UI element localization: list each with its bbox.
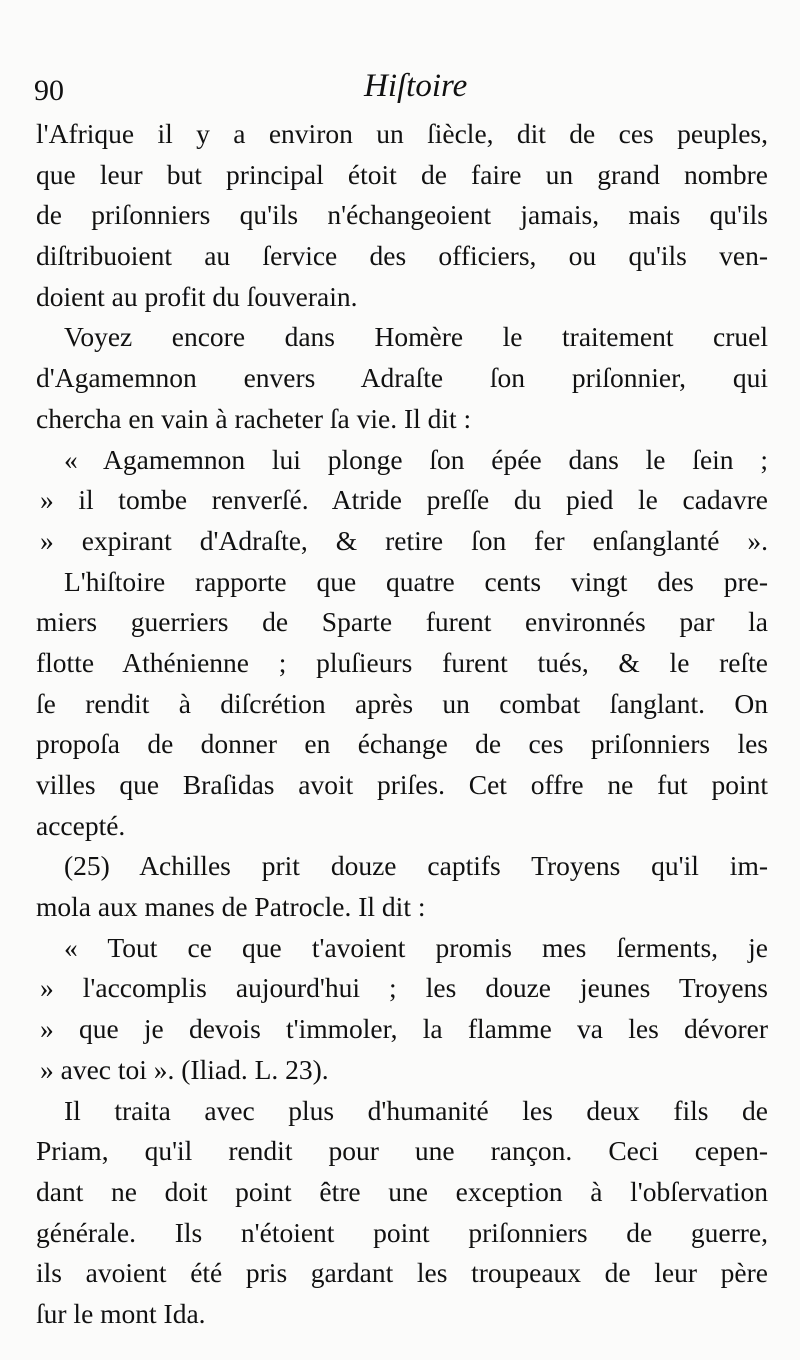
- text-line: propoſa de donner en échange de ces priſonniers les: [36, 728, 768, 760]
- text-line: Il traita avec plus d'humanité les deux fils de: [64, 1094, 768, 1126]
- text-line: Priam, qu'il rendit pour une rançon. Ceci cepen-: [36, 1135, 768, 1167]
- text-line: dant ne doit point être une exception à l'obſervation: [36, 1175, 768, 1207]
- body-text: [36, 114, 768, 1335]
- note-line: mola aux manes de Patrocle. Il dit :: [36, 891, 426, 923]
- note-line: (25) Achilles prit douze captifs Troyens qu'il im-: [64, 850, 768, 882]
- quote-line: » avec toi ». (Iliad. L. 23).: [40, 1053, 329, 1085]
- page-number: 90: [34, 74, 64, 107]
- quote-line: » il tombe renverſé. Atride preſſe du pied le cadavre: [40, 484, 768, 516]
- text-line: générale. Ils n'étoient point priſonniers de guerre,: [36, 1216, 768, 1248]
- text-line: l'Afrique il y a environ un ſiècle, dit de ces peuples,: [36, 118, 768, 149]
- running-head: Hiſtoire: [364, 68, 468, 104]
- text-line: doient au profit du ſouverain.: [36, 280, 358, 312]
- text-line: L'hiſtoire rapporte que quatre cents vingt des pre-: [64, 565, 768, 597]
- text-line: chercha en vain à racheter ſa vie. Il dit :: [36, 402, 472, 434]
- text-line: accepté.: [36, 809, 126, 841]
- quote-line: » l'accomplis aujourd'hui ; les douze jeunes Troyens: [40, 972, 768, 1004]
- text-line: Voyez encore dans Homère le traitement cruel: [64, 321, 768, 353]
- text-line: flotte Athénienne ; pluſieurs furent tués, & le reſte: [36, 646, 768, 678]
- quote-line: « Tout ce que t'avoient promis mes ſerments, je: [64, 931, 768, 963]
- text-line: miers guerriers de Sparte furent environnés par la: [36, 606, 768, 638]
- text-line: que leur but principal étoit de faire un grand nombre: [36, 158, 768, 190]
- page-header: [34, 68, 774, 112]
- text-line: ſe rendit à diſcrétion après un combat ſanglant. On: [36, 687, 768, 719]
- quote-line: « Agamemnon lui plonge ſon épée dans le ſein ;: [64, 443, 768, 475]
- text-line: ſur le mont Ida.: [36, 1297, 206, 1329]
- quote-line: » que je devois t'immoler, la flamme va les dévorer: [40, 1013, 768, 1045]
- text-line: d'Agamemnon envers Adraſte ſon priſonnier, qui: [36, 362, 768, 394]
- text-line: villes que Braſidas avoit priſes. Cet offre ne fut point: [36, 769, 768, 800]
- text-line: diſtribuoient au ſervice des officiers, ou qu'ils ven-: [36, 240, 768, 272]
- text-line: de priſonniers qu'ils n'échangeoient jamais, mais qu'ils: [36, 199, 768, 231]
- text-line: ils avoient été pris gardant les troupeaux de leur père: [36, 1257, 768, 1289]
- quote-line: » expirant d'Adraſte, & retire ſon fer enſanglanté ».: [40, 524, 768, 556]
